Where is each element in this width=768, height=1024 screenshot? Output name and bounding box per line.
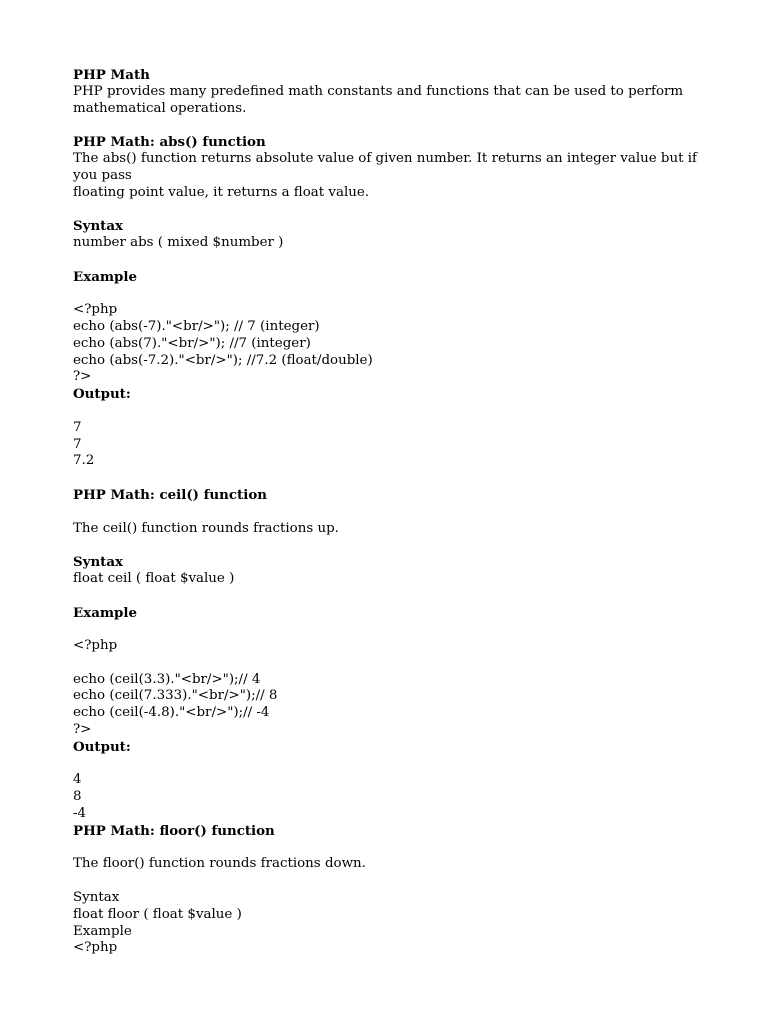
text-line: echo (abs(-7.2)."<br/>"); //7.2 (float/double) [73,352,373,368]
text-line: floating point value, it returns a float value. [73,184,370,200]
text-line: 7 [73,419,82,435]
blank-line [73,840,708,857]
blank-line [73,873,708,890]
text-line: Example [73,923,132,939]
heading-line: PHP Math: abs() function [73,134,266,151]
text-line: 7.2 [73,453,95,469]
text-line: number abs ( mixed $number ) [73,234,284,250]
blank-line [73,285,708,302]
text-line: echo (ceil(3.3)."<br/>");// 4 [73,671,261,687]
text-line: float floor ( float $value ) [73,906,242,922]
text-line: PHP provides many predefined math constants and functions that can be used to perform [73,83,684,99]
text-line: <?php [73,940,118,956]
text-line: The floor() function rounds fractions down. [73,856,366,872]
heading-line: PHP Math: ceil() function [73,486,267,503]
heading-line: Example [73,604,138,621]
text-line: Syntax [73,890,120,906]
blank-line [73,756,708,773]
text-line: echo (ceil(7.333)."<br/>");// 8 [73,688,278,704]
text-line: 8 [73,789,82,805]
text-line: -4 [73,806,87,822]
text-line: echo (abs(-7)."<br/>"); // 7 (integer) [73,318,320,334]
blank-line [73,537,708,554]
blank-line [73,504,708,521]
heading-line: Example [73,268,138,285]
heading-line: Syntax [73,554,124,571]
blank-line [73,403,708,420]
text-line: The abs() function returns absolute value of given number. It returns an integer value but if you pass [73,150,702,183]
text-line: ?> [73,722,92,738]
heading-line: PHP Math: floor() function [73,822,275,839]
text-line: <?php [73,302,118,318]
text-line: mathematical operations. [73,100,247,116]
text-line: <?php [73,638,118,654]
blank-line [73,588,708,605]
text-line: 4 [73,772,82,788]
text-line: echo (abs(7)."<br/>"); //7 (integer) [73,335,311,351]
heading-line: Syntax [73,218,124,235]
blank-line [73,201,708,218]
blank-line [73,621,708,638]
blank-line [73,117,708,134]
blank-line [73,470,708,487]
text-line: float ceil ( float $value ) [73,570,235,586]
blank-line [73,655,708,672]
heading-line: Output: [73,738,131,755]
text-line: The ceil() function rounds fractions up. [73,520,339,536]
heading-line: Output: [73,386,131,403]
heading-line: PHP Math [73,67,150,83]
text-line: echo (ceil(-4.8)."<br/>");// -4 [73,705,270,721]
text-line: 7 [73,436,82,452]
blank-line [73,252,708,269]
text-line: ?> [73,369,92,385]
